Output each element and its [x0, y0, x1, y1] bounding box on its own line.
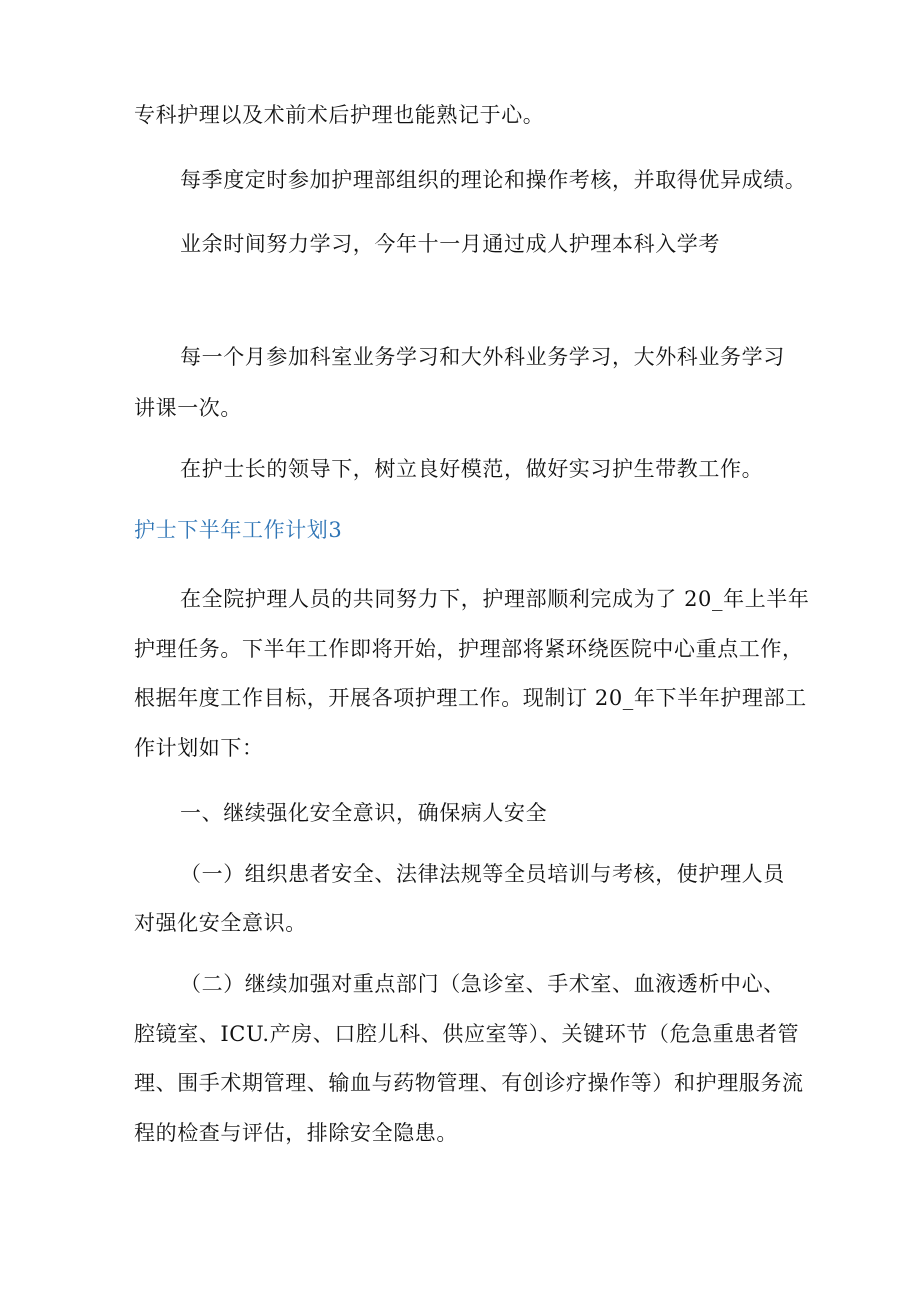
- text-line: 程的检查与评估，排除安全隐患。: [134, 1121, 458, 1145]
- text-line: 专科护理以及术前术后护理也能熟记于心。: [134, 103, 545, 127]
- text-line: 业余时间努力学习，今年十一月通过成人护理本科入学考: [180, 232, 720, 256]
- text-line: （二）继续加强对重点部门（急诊室、手术室、血液透析中心、: [180, 972, 785, 996]
- section-heading: 护士下半年工作计划3: [134, 518, 343, 542]
- text-line: 对强化安全意识。: [134, 911, 307, 935]
- text-line: 每一个月参加科室业务学习和大外科业务学习，大外科业务学习: [180, 345, 785, 369]
- text-line: 腔镜室、ICU.产房、口腔儿科、供应室等）、关键环节（危急重患者管: [134, 1022, 800, 1046]
- text-line: 在全院护理人员的共同努力下，护理部顺利完成为了 20_年上半年: [180, 587, 810, 611]
- text-line: 讲课一次。: [134, 396, 242, 420]
- text-line: 护理任务。下半年工作即将开始，护理部将紧环绕医院中心重点工作，: [134, 637, 804, 661]
- text-line: 作计划如下：: [134, 736, 264, 760]
- text-line: 根据年度工作目标，开展各项护理工作。现制订 20_年下半年护理部工: [134, 686, 807, 710]
- text-line: 一、继续强化安全意识，确保病人安全: [180, 801, 548, 825]
- text-line: 每季度定时参加护理部组织的理论和操作考核，并取得优异成绩。: [180, 168, 807, 192]
- text-line: 理、围手术期管理、输血与药物管理、有创诊疗操作等）和护理服务流: [134, 1071, 804, 1095]
- text-line: 在护士长的领导下，树立良好模范，做好实习护生带教工作。: [180, 457, 764, 481]
- text-line: （一）组织患者安全、法律法规等全员培训与考核，使护理人员: [180, 862, 785, 886]
